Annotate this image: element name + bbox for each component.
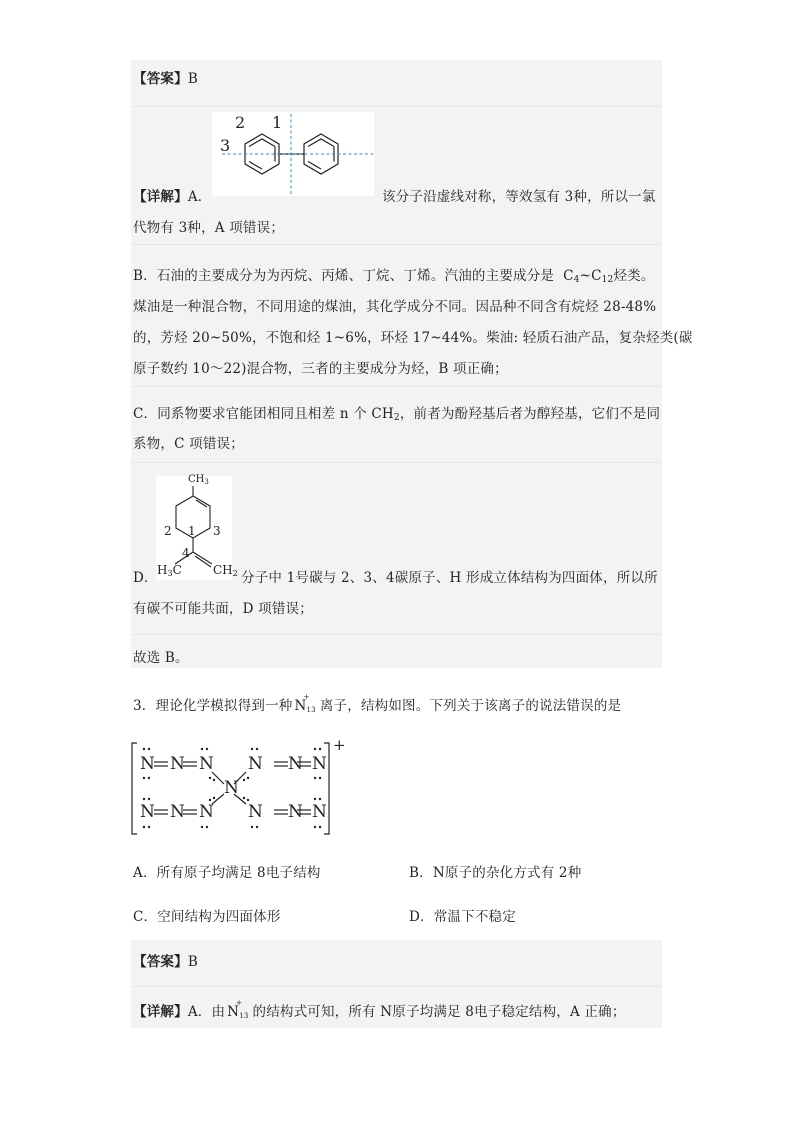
divider — [131, 106, 662, 107]
position-label-2: 2 — [164, 524, 172, 538]
divider — [131, 986, 662, 987]
divider — [131, 634, 662, 635]
atom-n: N — [170, 754, 185, 774]
detail-b-line2: 煤油是一种混合物，不同用途的煤油，其化学成分不同。因品种不同含有烷烃 28-48% — [133, 299, 657, 315]
atom-n: N — [288, 754, 303, 774]
atom-n: N — [312, 754, 327, 774]
detail-d-line1: D． — [133, 570, 158, 586]
answer-line-2: 【答案】B — [133, 954, 198, 970]
ch2-label: $CH_2$ — [213, 563, 238, 578]
option-d[interactable]: D．常温下不稳定 — [409, 909, 516, 925]
detail-c-line2: 系物，C 项错误； — [133, 436, 244, 452]
atom-n: N — [312, 802, 327, 822]
detail-a-line1-text: 该分子沿虚线对称，等效氢有 3种，所以一氯 — [382, 189, 656, 205]
divider — [131, 244, 662, 245]
ion-formula: N + $_{13}$ — [294, 693, 316, 714]
n13-ion-structure — [128, 738, 348, 838]
atom-n: N — [199, 754, 214, 774]
option-c[interactable]: C．空间结构为四面体形 — [133, 909, 281, 925]
conclusion: 故选 B。 — [133, 650, 189, 666]
atom-n: N — [288, 802, 303, 822]
detail-b-line1: B．石油的主要成分为为丙烷、丙烯、丁烷、丁烯。汽油的主要成分是 $C_4\sim C_{12}$烃类。 — [133, 268, 655, 285]
position-label-3: 3 — [213, 524, 221, 538]
detail-2-a: 【详解】A．由 N + $_{13}$ 的结构式可知，所有 N原子均满足 8电子稳定结构，A 正确； — [133, 999, 626, 1020]
divider — [131, 462, 662, 463]
atom-n: N — [248, 802, 263, 822]
atom-n: N — [248, 754, 263, 774]
detail-d-line1-text: 分子中 1号碳与 2、3、4碳原子、H 形成立体结构为四面体，所以所 — [241, 570, 658, 586]
ch3-label: $CH_3$ — [188, 474, 209, 486]
detail-b-line4: 原子数约 10～22)混合物，三者的主要成分为烃，B 项正确； — [133, 361, 508, 377]
atom-n: N — [170, 802, 185, 822]
biphenyl-structure — [212, 112, 374, 196]
atom-n: N — [140, 802, 155, 822]
detail-b-line3: 的，芳烃 20~50%，不饱和烃 1~6%，环烃 17~44%。柴油: 轻质石油产品，复杂烃类(碳 — [133, 330, 693, 346]
detail-a-line1: 【详解】A． — [133, 189, 212, 205]
position-label-1: 1 — [272, 113, 283, 132]
detail-a-line2: 代物有 3种，A 项错误； — [133, 220, 285, 236]
atom-n: N — [199, 802, 214, 822]
detail-d-line2: 有碳不可能共面，D 项错误； — [133, 601, 313, 617]
question-stem: 3．理论化学模拟得到一种 N + $_{13}$ 离子，结构如图。下列关于该离子的说法错误的是 — [133, 693, 622, 714]
option-a[interactable]: A．所有原子均满足 8电子结构 — [133, 865, 321, 881]
atom-n: N — [140, 754, 155, 774]
ion-formula: N + $_{13}$ — [227, 999, 249, 1020]
charge-superscript: + — [333, 736, 346, 754]
answer-line: 【答案】B — [133, 71, 198, 87]
position-label-4: 4 — [182, 546, 190, 560]
detail-c-line1: C．同系物要求官能团相同且相差 n 个 $CH_2$，前者为酚羟基后者为醇羟基，它们不是同 — [133, 406, 661, 423]
position-label-1: 1 — [188, 524, 196, 538]
atom-n: N — [224, 778, 239, 798]
h3c-label: $H_3C$ — [157, 563, 182, 578]
position-label-3: 3 — [220, 136, 231, 155]
option-b[interactable]: B．N原子的杂化方式有 2种 — [409, 865, 582, 881]
divider — [131, 386, 662, 387]
position-label-2: 2 — [235, 113, 246, 132]
